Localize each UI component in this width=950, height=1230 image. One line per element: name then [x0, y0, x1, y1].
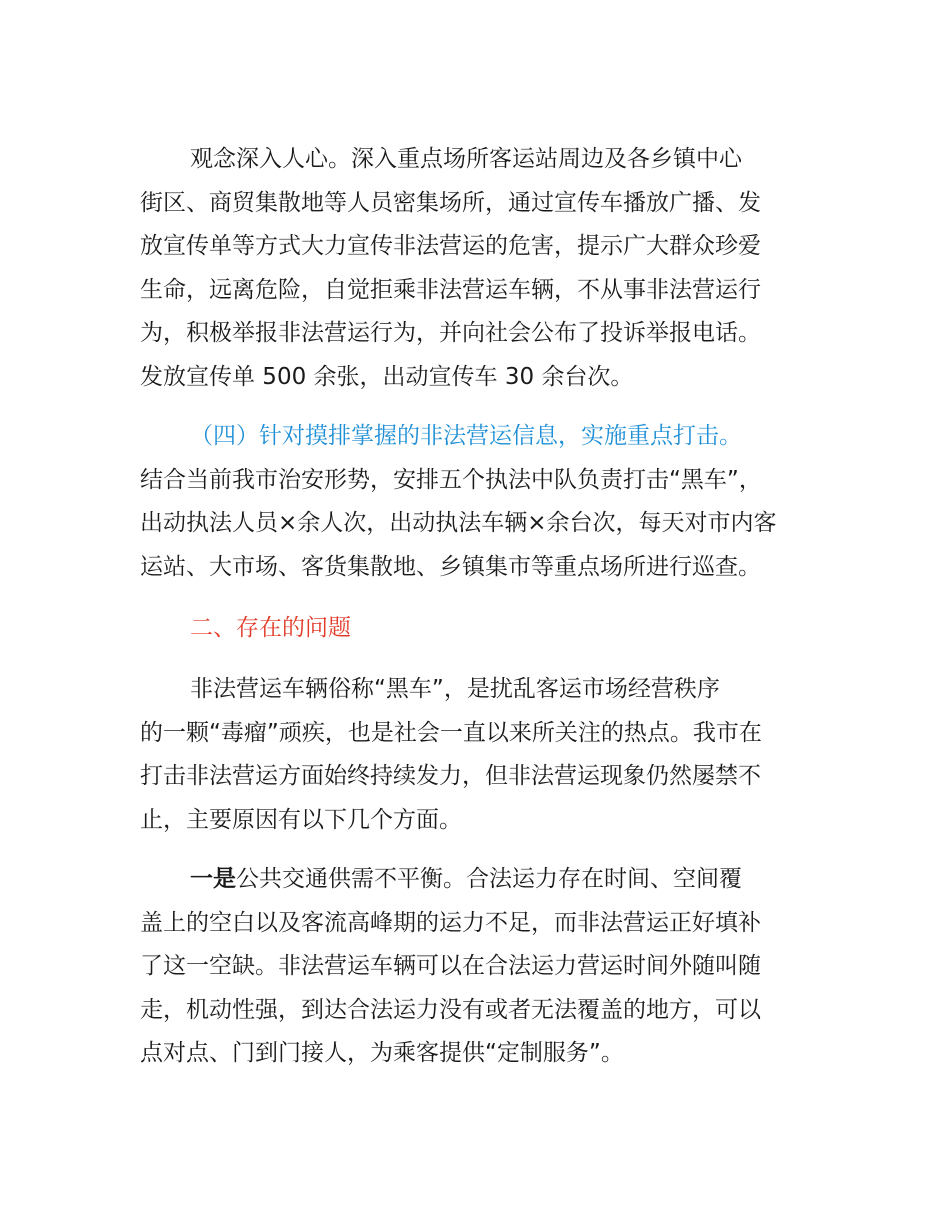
text-line: 非法营运车辆俗称“黑车”，是扰乱客运市场经营秩序 — [190, 676, 720, 702]
text-line: 的一颗“毒瘤”顽疾，也是社会一直以来所关注的热点。我市在 — [140, 719, 762, 746]
text-line-rest: 公共交通供需不平衡。合法运力存在时间、空间覆 — [236, 866, 742, 892]
text-line: 了这一空缺。非法营运车辆可以在合法运力营运时间外随叫随 — [140, 953, 761, 979]
text-line: 打击非法营运方面始终持续发力，但非法营运现象仍然屡禁不 — [140, 763, 761, 789]
paragraph-crackdown — [140, 415, 840, 589]
text-line: 观念深入人心。深入重点场所客运站周边及各乡镇中心 — [190, 146, 742, 172]
text-line: 止，主要原因有以下几个方面。 — [140, 806, 462, 833]
section-heading-problems — [140, 607, 840, 651]
text-line: 走，机动性强，到达合法运力没有或者无法覆盖的地方，可以 — [140, 996, 761, 1023]
section-heading: 二、存在的问题 — [190, 615, 351, 641]
text-line-first — [140, 858, 840, 902]
text-line: 盖上的空白以及客流高峰期的运力不足，而非法营运正好填补 — [140, 909, 761, 936]
text-line: 生命，远离危险，自觉拒乘非法营运车辆，不从事非法营运行 — [140, 276, 761, 303]
text-line: 出动执法人员×余人次，出动执法车辆×余台次，每天对市内客 — [140, 510, 777, 536]
lead-emphasis: 一是 — [190, 866, 236, 892]
paragraph-publicity — [140, 138, 840, 399]
text-line: 放宣传单等方式大力宣传非法营运的危害，提示广大群众珍爱 — [140, 233, 761, 259]
text-line: 发放宣传单 500 余张，出动宣传车 30 余台次。 — [140, 363, 634, 390]
text-line: 街区、商贸集散地等人员密集场所，通过宣传车播放广播、发 — [140, 189, 761, 216]
paragraph-supply-demand — [140, 858, 840, 1076]
text-line: 点对点、门到门接人，为乘客提供“定制服务”。 — [140, 1040, 624, 1066]
subheading-crackdown: （四）针对摸排掌握的非法营运信息，实施重点打击。 — [190, 423, 742, 449]
text-line: 运站、大市场、客货集散地、乡镇集市等重点场所进行巡查。 — [140, 553, 761, 580]
text-line: 为，积极举报非法营运行为，并向社会公布了投诉举报电话。 — [140, 320, 761, 346]
paragraph-problem-intro — [140, 668, 840, 842]
text-line: 结合当前我市治安形势，安排五个执法中队负责打击“黑车”， — [140, 466, 762, 493]
